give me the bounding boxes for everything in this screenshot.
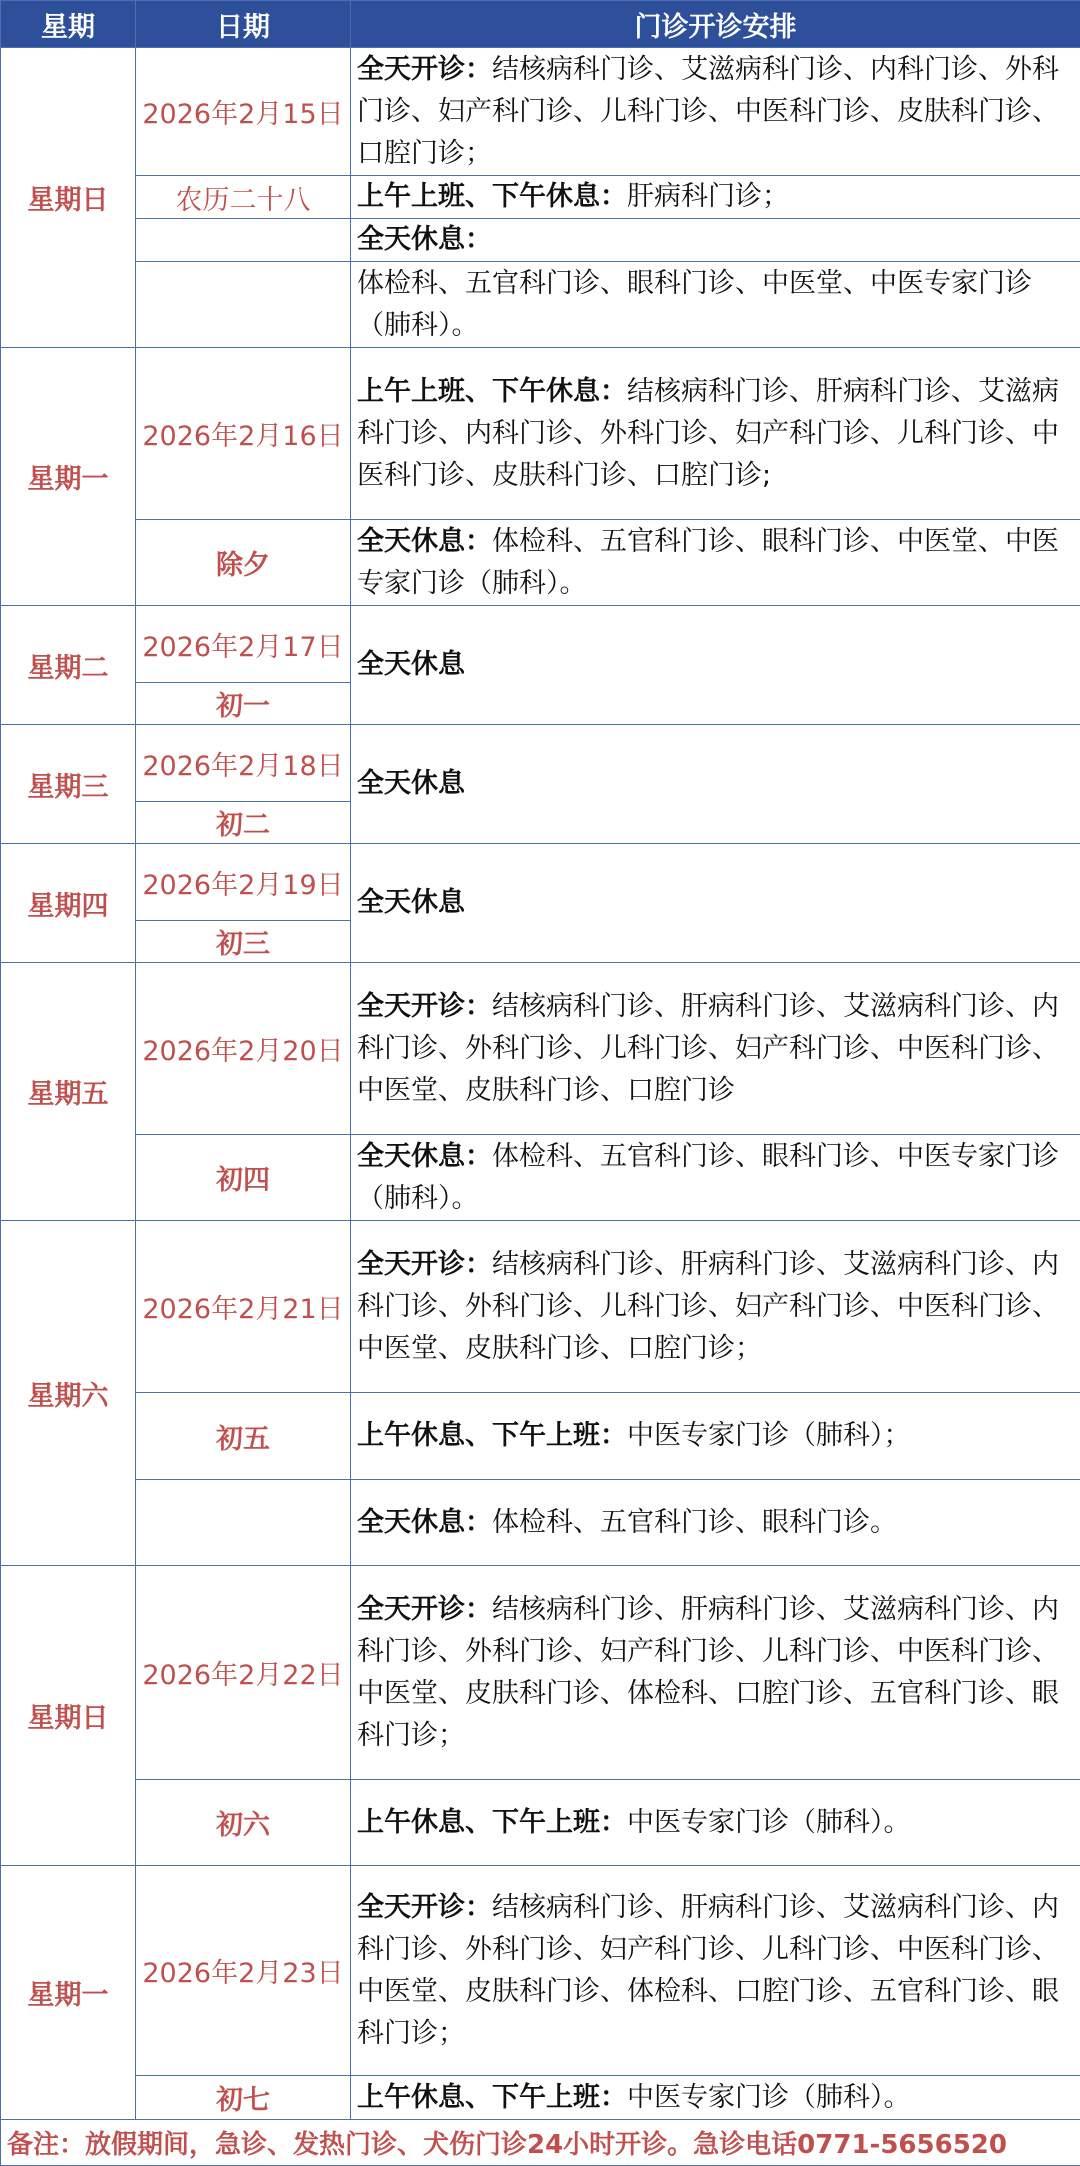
date-cell: 2026年2月16日 (136, 348, 351, 520)
weekday-cell: 星期五 (1, 963, 136, 1221)
arrangement-label: 上午上班、下午休息： (357, 181, 627, 212)
table-header-row (1, 1, 1080, 48)
arrangement-label: 全天休息 (357, 649, 465, 680)
arrangement-label: 上午上班、下午休息： (357, 376, 627, 407)
table-row (1, 1393, 1080, 1480)
arrangement-cell (351, 844, 1080, 963)
arrangement-text: 结核病科门诊、肝病科门诊、艾滋病科门诊、内科门诊、外科门诊、妇产科门诊、儿科门诊、中医科门诊、中医堂、皮肤科门诊、体检科、口腔门诊、五官科门诊、眼科门诊； (357, 1594, 1059, 1751)
arrangement-cell (351, 725, 1080, 844)
arrangement-label: 全天开诊： (357, 1249, 492, 1280)
arrangement-label: 全天开诊： (357, 54, 492, 85)
arrangement-text: 体检科、五官科门诊、眼科门诊、中医堂、中医专家门诊（肺科）。 (357, 526, 1059, 599)
date-cell: 2026年2月17日 (136, 606, 351, 683)
arrangement-text: 中医专家门诊（肺科）； (627, 1420, 911, 1451)
arrangement-cell (351, 1780, 1080, 1866)
arrangement-text: 中医专家门诊（肺科）。 (627, 1807, 911, 1838)
arrangement-cell (351, 1221, 1080, 1393)
arrangement-cell (351, 520, 1080, 606)
arrangement-cell (351, 963, 1080, 1135)
date-cell: 2026年2月15日 (136, 48, 351, 176)
arrangement-cell (351, 1866, 1080, 2076)
arrangement-cell (351, 1135, 1080, 1221)
table-row (1, 1780, 1080, 1866)
table-row (1, 1221, 1080, 1393)
weekday-cell: 星期二 (1, 606, 136, 725)
arrangement-label: 全天开诊： (357, 1594, 492, 1625)
empty-date-cell (136, 262, 351, 348)
lunar-date-cell: 初五 (136, 1393, 351, 1480)
arrangement-text: 肝病科门诊； (627, 181, 789, 212)
table-row (1, 520, 1080, 606)
lunar-date-cell: 初三 (136, 921, 351, 963)
table-row (1, 48, 1080, 176)
lunar-date-cell: 初二 (136, 802, 351, 844)
table-row (1, 725, 1080, 802)
lunar-date-cell: 除夕 (136, 520, 351, 606)
arrangement-label: 上午休息、下午上班： (357, 1420, 627, 1451)
arrangement-cell (351, 262, 1080, 348)
lunar-date-cell: 初一 (136, 683, 351, 725)
arrangement-cell (351, 348, 1080, 520)
date-cell: 2026年2月18日 (136, 725, 351, 802)
lunar-date-cell: 初七 (136, 2076, 351, 2120)
arrangement-label: 上午休息、下午上班： (357, 1807, 627, 1838)
table-row (1, 1480, 1080, 1566)
table-row (1, 348, 1080, 520)
date-cell: 2026年2月21日 (136, 1221, 351, 1393)
header-date: 日期 (136, 1, 351, 48)
lunar-date-cell: 初四 (136, 1135, 351, 1221)
arrangement-cell (351, 176, 1080, 219)
arrangement-text: 结核病科门诊、肝病科门诊、艾滋病科门诊、内科门诊、外科门诊、妇产科门诊、儿科门诊、中医科门诊、皮肤科门诊、口腔门诊; (357, 376, 1059, 491)
arrangement-cell (351, 2076, 1080, 2120)
table-row (1, 2120, 1080, 2166)
table-row (1, 606, 1080, 683)
footer-note: 备注：放假期间，急诊、发热门诊、犬伤门诊24小时开诊。急诊电话0771-5656520 (1, 2120, 1080, 2166)
arrangement-cell (351, 1480, 1080, 1566)
arrangement-label: 全天休息： (357, 526, 492, 557)
arrangement-label: 全天休息 (357, 887, 465, 918)
empty-date-cell (136, 1480, 351, 1566)
empty-date-cell (136, 219, 351, 262)
table-row (1, 219, 1080, 262)
weekday-cell: 星期一 (1, 1866, 136, 2120)
arrangement-text: 结核病科门诊、肝病科门诊、艾滋病科门诊、内科门诊、外科门诊、妇产科门诊、儿科门诊、中医科门诊、中医堂、皮肤科门诊、体检科、口腔门诊、五官科门诊、眼科门诊； (357, 1892, 1059, 2049)
table-row (1, 262, 1080, 348)
arrangement-label: 全天休息 (357, 768, 465, 799)
arrangement-text: 结核病科门诊、肝病科门诊、艾滋病科门诊、内科门诊、外科门诊、儿科门诊、妇产科门诊、中医科门诊、中医堂、皮肤科门诊、口腔门诊 (357, 991, 1059, 1106)
arrangement-text: 结核病科门诊、肝病科门诊、艾滋病科门诊、内科门诊、外科门诊、儿科门诊、妇产科门诊、中医科门诊、中医堂、皮肤科门诊、口腔门诊； (357, 1249, 1059, 1364)
arrangement-text: 体检科、五官科门诊、眼科门诊、中医堂、中医专家门诊（肺科）。 (357, 268, 1032, 341)
arrangement-text: 中医专家门诊（肺科）。 (627, 2082, 911, 2113)
table-row (1, 963, 1080, 1135)
date-cell: 2026年2月20日 (136, 963, 351, 1135)
arrangement-label: 全天开诊： (357, 991, 492, 1022)
lunar-date-cell: 初六 (136, 1780, 351, 1866)
arrangement-label: 全天休息： (357, 1141, 492, 1172)
weekday-cell: 星期一 (1, 348, 136, 606)
table-row (1, 844, 1080, 921)
arrangement-label: 上午休息、下午上班： (357, 2082, 627, 2113)
arrangement-cell (351, 48, 1080, 176)
header-weekday: 星期 (1, 1, 136, 48)
table-row (1, 1566, 1080, 1780)
table-row (1, 1866, 1080, 2076)
date-cell: 2026年2月19日 (136, 844, 351, 921)
arrangement-cell (351, 1566, 1080, 1780)
table-row (1, 176, 1080, 219)
weekday-cell: 星期日 (1, 48, 136, 348)
arrangement-cell (351, 219, 1080, 262)
date-cell: 2026年2月22日 (136, 1566, 351, 1780)
date-cell: 2026年2月23日 (136, 1866, 351, 2076)
weekday-cell: 星期日 (1, 1566, 136, 1866)
header-arrangement: 门诊开诊安排 (351, 1, 1080, 48)
arrangement-cell (351, 1393, 1080, 1480)
arrangement-text: 结核病科门诊、艾滋病科门诊、内科门诊、外科门诊、妇产科门诊、儿科门诊、中医科门诊、皮肤科门诊、口腔门诊； (357, 54, 1059, 169)
arrangement-label: 全天休息： (357, 224, 492, 255)
arrangement-text: 体检科、五官科门诊、眼科门诊、中医专家门诊（肺科）。 (357, 1141, 1059, 1214)
weekday-cell: 星期四 (1, 844, 136, 963)
arrangement-label: 全天开诊： (357, 1892, 492, 1923)
weekday-cell: 星期六 (1, 1221, 136, 1566)
arrangement-label: 全天休息： (357, 1507, 492, 1538)
arrangement-cell (351, 606, 1080, 725)
arrangement-text: 体检科、五官科门诊、眼科门诊。 (492, 1507, 897, 1538)
lunar-date-cell: 农历二十八 (136, 176, 351, 219)
weekday-cell: 星期三 (1, 725, 136, 844)
table-row (1, 1135, 1080, 1221)
table-row (1, 2076, 1080, 2120)
